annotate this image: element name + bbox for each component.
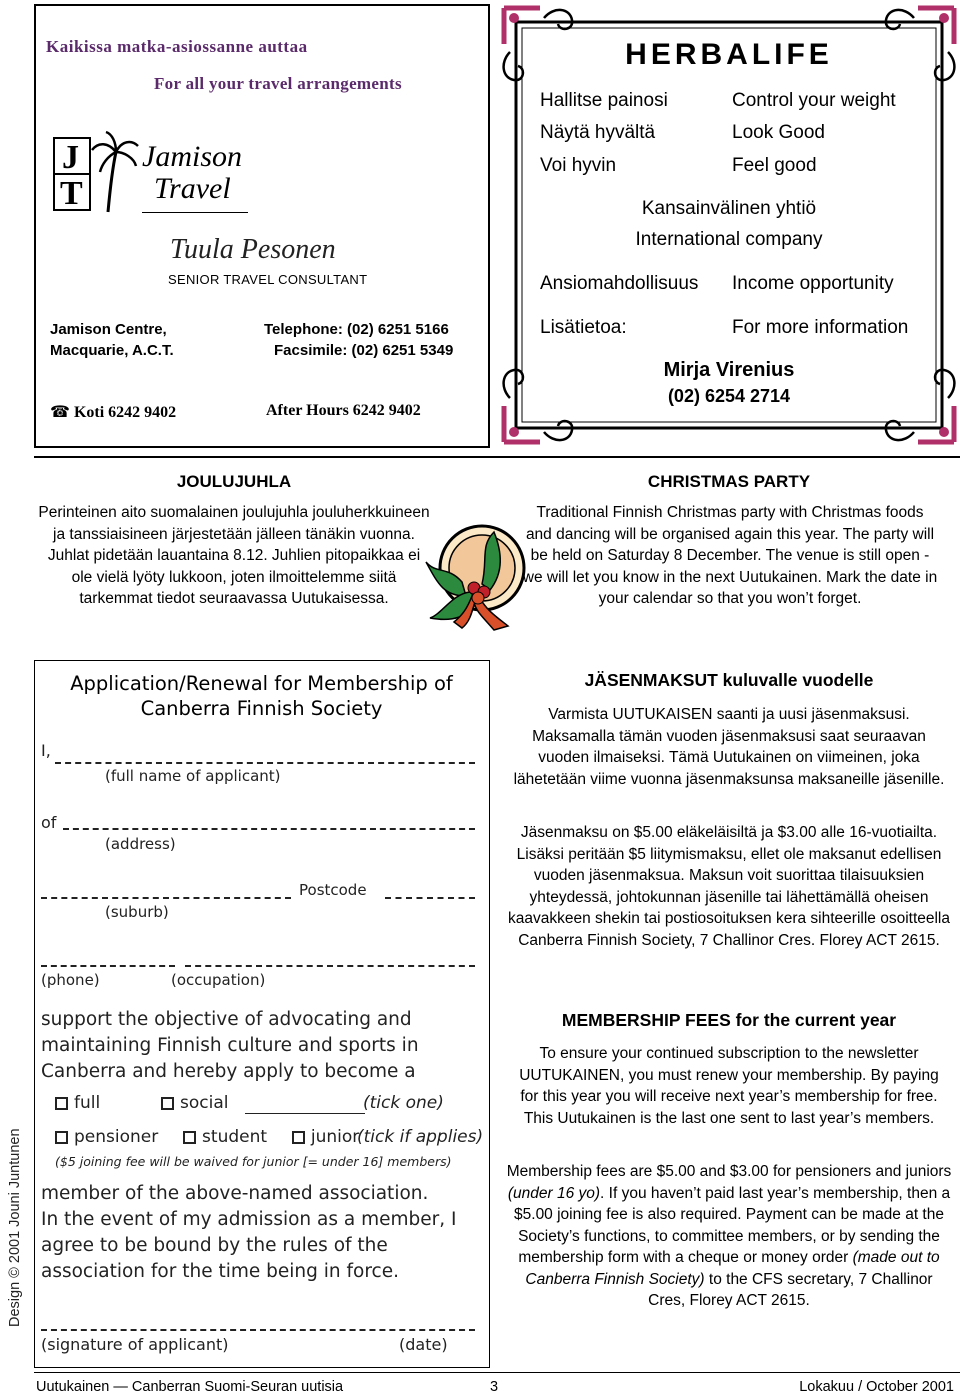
form-body-1-line3: Canberra and hereby apply to become a [41, 1061, 416, 1082]
occupation-label: (occupation) [171, 971, 266, 989]
fees-text-e: to the CFS secretary, 7 Challinor Cres, Florey ACT 2615. [648, 1270, 933, 1309]
herbalife-ad [500, 4, 958, 446]
suburb-input-line[interactable] [41, 897, 291, 899]
consultant-title: SENIOR TRAVEL CONSULTANT [168, 272, 368, 287]
herbalife-en-3: Feel good [732, 155, 817, 176]
category-row [55, 1127, 359, 1147]
facsimile: Facsimile: (02) 6251 5349 [274, 342, 454, 359]
student-checkbox[interactable] [183, 1131, 196, 1144]
intl-en: International company [635, 229, 823, 250]
form-body-1-line1: support the objective of advocating and [41, 1009, 412, 1030]
i-label: I, [41, 741, 51, 760]
tick-one-underline [245, 1113, 365, 1114]
logo-word-jamison: Jamison [142, 140, 242, 173]
social-option-label: social [180, 1093, 229, 1113]
contact-name: Mirja Virenius [663, 359, 795, 381]
membership-fees-para1: To ensure your continued subscription to the newsletter UUTUKAINEN, you must renew your membership. By paying for this year you will receive next year’s membership for free. This Uutukainen is the last one sent to last year’s members. [519, 1045, 939, 1127]
herbalife-fi-1: Hallitse painosi [540, 90, 668, 111]
christmas-party-title: CHRISTMAS PARTY [647, 472, 811, 491]
full-name-label: (full name of applicant) [105, 767, 281, 785]
of-label: of [41, 813, 57, 832]
christmas-section [34, 456, 960, 648]
herbalife-en-2: Look Good [732, 122, 825, 143]
christmas-party-body: Traditional Finnish Christmas party with Christmas foods and dancing will be organised again this year. The party will be held on Saturday 8 December. The venue is still open - we will let you know in the next Uutukainen. Mark the date in your calendar so that you won’t forget. [522, 504, 938, 607]
junior-option-label: junior [310, 1127, 360, 1147]
home-phone-text: Koti 6242 9402 [73, 404, 177, 421]
footer-left: Uutukainen — Canberran Suomi-Seuran uutisia [36, 1379, 344, 1395]
footer-rule [34, 1372, 960, 1373]
address-label: (address) [105, 835, 176, 853]
herbalife-fi-3: Voi hyvin [540, 155, 617, 176]
fees-text-d: (made out to Canberra Finnish Society) [525, 1249, 940, 1288]
student-option-label: student [202, 1127, 268, 1147]
after-hours: After Hours 6242 9402 [266, 402, 421, 419]
address-input-line[interactable] [63, 828, 475, 830]
suburb-label: (suburb) [105, 903, 169, 921]
intl-fi: Kansainvälinen yhtiö [641, 198, 817, 219]
joulujuhla-body: Perinteinen aito suomalainen joulujuhla jouluherkkuineen ja tanssiaisineen järjestetään jälleen tänäkin vuonna. Juhlat pidetään lauantaina 8.12. Juhlien pitopaikkaa ei ole vielä lyöty lukkoon, joten ilmoittelemme siitä tarkemmat tiedot seuraavassa Uutukaisessa. [38, 504, 430, 607]
form-body-2-line1: member of the above-named association. [41, 1183, 429, 1204]
full-checkbox[interactable] [55, 1097, 68, 1110]
fees-text-b: (under 16 yo) [507, 1184, 601, 1202]
fee-note: ($5 joining fee will be waived for junior [= under 16] members) [55, 1154, 452, 1169]
name-input-line[interactable] [55, 762, 475, 764]
phone-icon: ☎ [50, 402, 70, 421]
holly-illustration [422, 522, 534, 634]
signature-label: (signature of applicant) [41, 1335, 229, 1354]
logo-word-travel: Travel [154, 172, 231, 205]
svg-text:T: T [60, 175, 83, 212]
membership-form [34, 660, 490, 1368]
tagline-en: For all your travel arrangements [154, 74, 402, 93]
palm-tree-icon [50, 130, 140, 220]
form-heading-line2: Canberra Finnish Society [140, 697, 383, 720]
contact-phone: (02) 6254 2714 [667, 386, 791, 406]
telephone: Telephone: (02) 6251 5166 [264, 321, 449, 338]
side-credit: Design © 2001 Jouni Juntunen [7, 1128, 23, 1327]
logo-underline [142, 212, 248, 213]
phone-input-line[interactable] [41, 965, 175, 967]
full-option-label: full [74, 1093, 101, 1113]
junior-checkbox[interactable] [292, 1131, 305, 1144]
phone-label: (phone) [41, 971, 100, 989]
social-checkbox[interactable] [161, 1097, 174, 1110]
membership-type-row [55, 1093, 229, 1113]
opp-fi: Ansiomahdollisuus [540, 273, 699, 294]
form-body-2-line2: In the event of my admission as a member, I [41, 1209, 457, 1230]
jamison-travel-logo [50, 130, 250, 220]
form-body-1-line2: maintaining Finnish culture and sports in [41, 1035, 419, 1056]
postcode-input-line[interactable] [385, 897, 475, 899]
pensioner-checkbox[interactable] [55, 1131, 68, 1144]
membership-fees-para2 [506, 1161, 952, 1312]
tagline-fi: Kaikissa matka-asiossanne auttaa [46, 37, 308, 56]
date-label: (date) [399, 1335, 448, 1354]
herbalife-en-1: Control your weight [732, 90, 896, 111]
jasenmaksut-para1: Varmista UUTUKAISEN saanti ja uusi jäsenmaksusi. Maksamalla tämän vuoden jäsenmaksusi saat seuraavan vuoden ilmaiseksi. Tämä Uutukainen on viimeinen, joka lähetetään viime vuonna jäsenmaksunsa maksaneille jäsenille. [513, 706, 945, 788]
fees-text-c: . If you haven’t paid last year’s membership, then a $5.00 joining fee is also required. Payment can be made at the Society’s functions, to committee members, or by sending the membership form with a cheque or money order [514, 1184, 951, 1266]
form-body-2 [41, 1181, 456, 1285]
form-heading [35, 671, 488, 721]
address-line1: Jamison Centre, [50, 321, 167, 338]
home-phone [50, 402, 176, 422]
consultant-name: Tuula Pesonen [170, 234, 336, 265]
tick-one-label: (tick one) [363, 1093, 444, 1113]
joulujuhla-title: JOULUJUHLA [176, 472, 292, 491]
svg-text:J: J [62, 139, 79, 176]
info-fi: Lisätietoa: [540, 317, 627, 338]
herbalife-title: HERBALIFE [625, 38, 833, 71]
tick-if-label: (tick if applies) [357, 1127, 484, 1147]
jasenmaksut-para2: Jäsenmaksu on $5.00 eläkeläisiltä ja $3.00 alle 16-vuotiailta. Lisäksi peritään $5 liitymismaksu, ellet ole maksanut edellisen vuoden jäsenmaksua. Maksun voit suorittaa tilaisuuksien yhteydessä, johtokunnan jäsenille tai lähettämällä oheisen kaavakkeen shekin tai postiosoituksen kera sihteerille osoitteella Canberra Finnish Society, 7 Challinor Cres. Florey ACT 2615. [508, 824, 950, 949]
signature-input-line[interactable] [41, 1329, 475, 1331]
footer-right: Lokakuu / October 2001 [799, 1379, 954, 1395]
form-body-1 [41, 1007, 419, 1085]
herbalife-fi-2: Näytä hyvältä [540, 122, 656, 143]
travel-ad [34, 4, 490, 448]
pensioner-option-label: pensioner [74, 1127, 159, 1147]
form-heading-line1: Application/Renewal for Membership of [70, 672, 453, 695]
form-body-2-line3: agree to be bound by the rules of the [41, 1235, 388, 1256]
footer-page-number: 3 [490, 1379, 499, 1395]
form-body-2-line4: association for the time being in force. [41, 1261, 399, 1282]
jasenmaksut-title: JÄSENMAKSUT kuluvalle vuodelle [584, 670, 874, 690]
postcode-label: Postcode [299, 881, 367, 899]
fees-text-a: Membership fees are $5.00 and $3.00 for pensioners and juniors [506, 1163, 952, 1180]
opp-en: Income opportunity [732, 273, 894, 294]
membership-fees-title: MEMBERSHIP FEES for the current year [561, 1010, 897, 1030]
occupation-input-line[interactable] [185, 965, 475, 967]
address-line2: Macquarie, A.C.T. [50, 342, 174, 359]
info-en: For more information [732, 317, 909, 338]
